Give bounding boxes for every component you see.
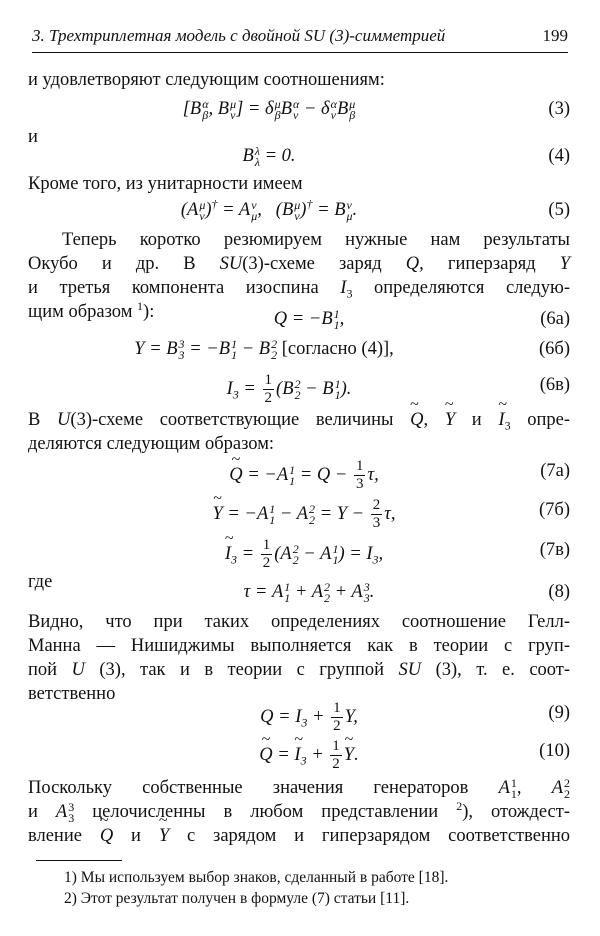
text-line: щим образом $^1$): <box>28 298 155 322</box>
footnote-rule <box>36 860 122 861</box>
text-line: Поскольку собственные значения генераторов A 1 1 , A 2 2 <box>28 775 571 801</box>
text-line: Видно, что при таких определениях соотношение Гелл- <box>28 612 570 632</box>
text-line: Манна — Нишиджимы выполняется как в теории с груп- <box>28 636 570 656</box>
text-line: деляются следующим образом: <box>28 434 275 454</box>
text-line: и <box>28 127 38 147</box>
text-line: Теперь коротко резюмируем нужные нам результаты <box>62 230 570 250</box>
footnote: 2) Этот результат получен в формуле (7) статьи [11]. <box>64 890 410 907</box>
running-title: 3. Трехтриплетная модель с двойной SU (3)-симметрией <box>32 26 446 45</box>
header-rule <box>32 52 568 53</box>
text-line: В U(3)-схеме соответствующие величины ~ Q, ~ Y и ~ $I_3$ опре- <box>28 408 570 432</box>
running-head <box>32 26 568 46</box>
footnote: 1) Мы используем выбор знаков, сделанный в работе [18]. <box>64 869 449 886</box>
book-page: 3. Трехтриплетная модель с двойной SU (3)-симметрией 199 и удовлетворяют следующим соотношениям: [B α β , B μ ν ] = δ μ β B α ν − δ α ν B μ β (3) и B λ λ = 0. (4) Кроме того, из унитарности имеем (A μ ν )† = A ν μ , (B μ ν )† = B ν μ . (5) Теперь коротко резюмируем нужные нам результаты Окубо и др. В SU(3)-схеме заряд Q, гиперзаряд Y и третья компонента изоспина $I_3$ определяются следую- щим образом $^1$): Q = −B 1 1 , (6а) Y = B 3 3 = −B 1 1 − B 2 2 [согласно (4)], (6б) $I_3$ = $\frac{1}{2}$ (B 2 2 − B 1 1 ). (6в) В U(3)-схеме соответствующие величины ~ Q, ~ Y и ~ $I_3$ опре- деляются следующим образом: ~ Q = −A 1 1 = Q − $\frac{1}{3}$ τ, (7а) ~ Y = −A 1 1 − A 2 2 = Y − $\frac{2}{3}$ τ, (7б) ~ $I_3$ = $\frac{1}{2}$ (A 2 2 − A 1 1 ) = $I_3$, (7в) где τ = A 1 1 + A 2 2 + A 3 3 . (8) Видно, что при таких определениях соотношение Гелл- Манна — Нишиджимы выполняется как в теории с груп- пой U (3), так и в теории с группой SU (3), т. е. соот- ветственно $Q = I_3$ + $\frac{1}{2}$ Y, (9) ~ Q = ~ $I_3$ + $\frac{1}{2}$ ~ Y. (10) Поскольку собственные значения генераторов A 1 1 , A 2 2 и A 3 3 целочисленны в любом представлении $^2$), отождест- вление ~ Q и ~ Y с зарядом и гиперзарядом соответственно 1) Мы используем выбор знаков, сделанный в работе [18]. 2) Этот результат получен в формуле (7) статьи [11]. <box>0 0 600 936</box>
text-line: и третья компонента изоспина $I_3$ определяются следую- <box>28 278 570 301</box>
text-line: вление ~ Q и ~ Y с зарядом и гиперзарядом соответственно <box>28 824 570 848</box>
text-line: пой U (3), так и в теории с группой SU (3), т. е. соот- <box>28 660 571 680</box>
text-line: и A 3 3 целочисленны в любом представлении $^2$), отождест- <box>28 798 570 825</box>
text-line: ветственно <box>28 684 116 704</box>
page-number: 199 <box>542 26 568 45</box>
text-line: и удовлетворяют следующим соотношениям: <box>28 70 385 90</box>
text-line: где <box>28 572 53 592</box>
text-line: Кроме того, из унитарности имеем <box>28 174 303 194</box>
text-line: Окубо и др. В SU(3)-схеме заряд Q, гиперзаряд Y <box>28 254 571 274</box>
